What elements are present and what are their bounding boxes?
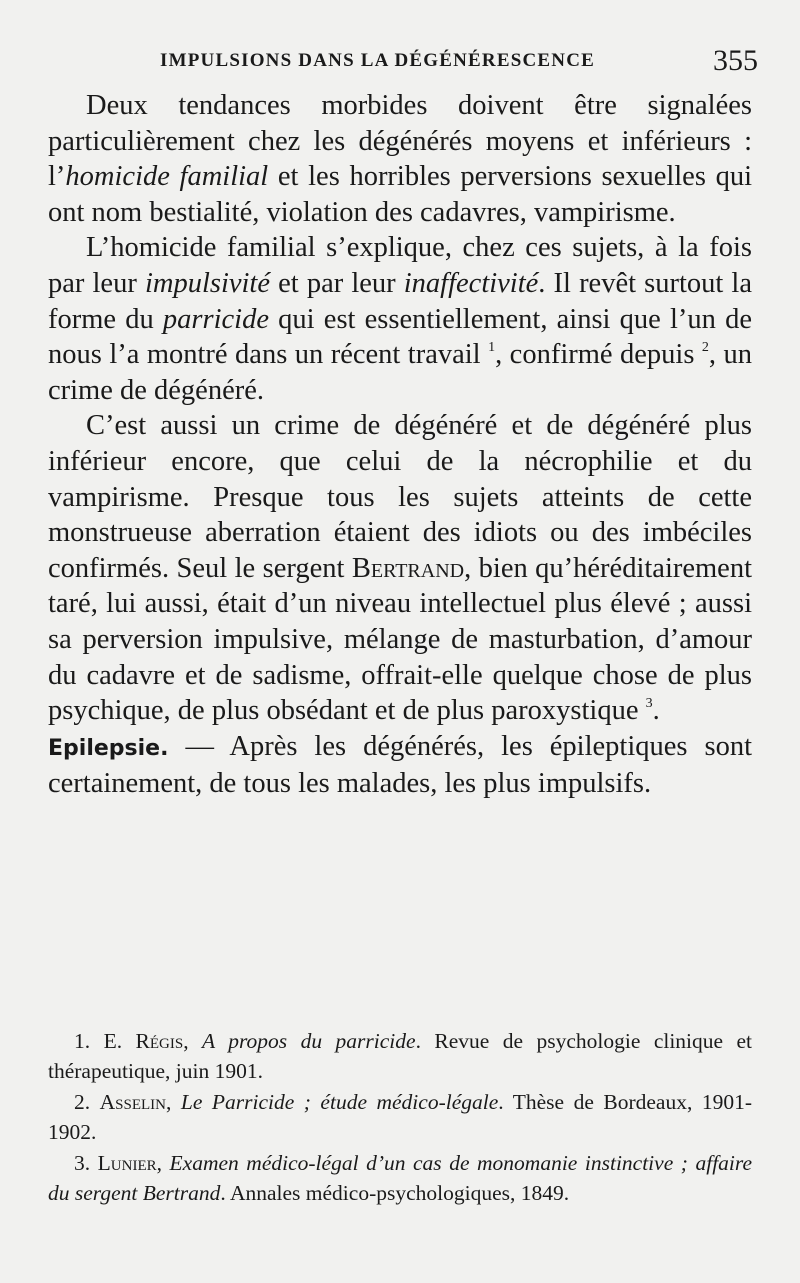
section-heading: Epilepsie.: [48, 735, 169, 761]
text-run: ,: [183, 1029, 203, 1053]
person-name: Bertrand: [351, 552, 465, 584]
footnote-title: Le Parricide ; étude médico-légale: [180, 1090, 499, 1114]
footnote-author: E. Régis: [103, 1029, 184, 1053]
footnote-number: 3.: [74, 1151, 98, 1175]
paragraph-1: [48, 88, 752, 230]
text-run: C’est aussi un crime de dégénéré et de dégénéré plus inférieur encore, que celui de la nécrophilie et du vampirisme. Presque tous les sujets atteints de cette monstrueuse aberration étaient des idiots ou des imbéciles confirmés. Seul le sergent: [48, 410, 752, 584]
text-run: , bien qu’héréditairement taré, lui aussi, était d’un niveau intellectuel plus élevé ; aussi sa perversion impulsive, mélange de masturbation, d’amour du cadavre et de sadisme, offrait-elle quelque chose de plus psychique, de plus obsédant et de plus paroxystique: [48, 552, 752, 727]
footnote-1: [48, 1026, 752, 1086]
text-run: , un crime de dégénéré.: [48, 339, 753, 406]
footnote-ref: 2: [701, 340, 709, 356]
footnote-author: Asselin: [99, 1090, 166, 1114]
text-run: Deux tendances morbides doivent être signalées particulièrement chez les dégénérés moyens et inférieurs : l’: [48, 90, 752, 193]
footnote-ref: 1: [488, 340, 496, 356]
footnote-title: Examen médico-légal d’un cas de monomanie instinctive ; affaire du sergent Bertrand: [48, 1151, 752, 1205]
paragraph-3: [48, 408, 752, 728]
text-run: .: [652, 695, 660, 727]
text-run: , confirmé depuis: [495, 339, 702, 371]
text-run: . Thèse de Bordeaux, 1901-1902.: [48, 1090, 752, 1144]
text-run: et les horribles perversions sexuelles qui ont nom bestialité, violation des cadavres, vampirisme.: [48, 161, 753, 228]
running-title: IMPULSIONS DANS LA DÉGÉNÉRESCENCE: [160, 50, 595, 71]
page-number: 355: [713, 44, 758, 77]
page-header: [160, 44, 758, 78]
paragraph-4: [48, 729, 752, 802]
text-run: et par leur: [270, 267, 404, 299]
text-run: L’homicide familial s’explique, chez ces sujets, à la fois par leur: [48, 232, 752, 299]
text-run: ,: [156, 1151, 170, 1175]
body-text: [48, 88, 752, 802]
footnote-number: 1.: [74, 1029, 104, 1053]
footnote-2: [48, 1087, 752, 1147]
text-run: . Revue de psychologie clinique et thérapeutique, juin 1901.: [48, 1029, 753, 1083]
italic-term: homicide familial: [65, 161, 269, 193]
footnote-number: 2.: [74, 1090, 100, 1114]
text-run: . Il revêt surtout la forme du: [48, 267, 752, 335]
footnote-3: [48, 1148, 752, 1208]
text-run: — Après les dégénérés, les épileptiques sont certainement, de tous les malades, les plus impulsifs.: [48, 730, 752, 800]
footnotes: [48, 1026, 752, 1209]
text-run: . Annales médico-psychologiques, 1849.: [220, 1181, 570, 1205]
italic-term: parricide: [162, 303, 269, 335]
paragraph-2: [48, 230, 752, 408]
footnote-ref: 3: [645, 696, 653, 712]
footnote-author: Lunier: [97, 1151, 157, 1175]
italic-term: impulsivité: [144, 267, 271, 299]
italic-term: inaffectivité: [403, 267, 539, 299]
footnote-title: A propos du parricide: [202, 1029, 416, 1053]
text-run: ,: [166, 1090, 181, 1114]
text-run: qui est essentiellement, ainsi que l’un de nous l’a montré dans un récent travail: [48, 303, 752, 371]
